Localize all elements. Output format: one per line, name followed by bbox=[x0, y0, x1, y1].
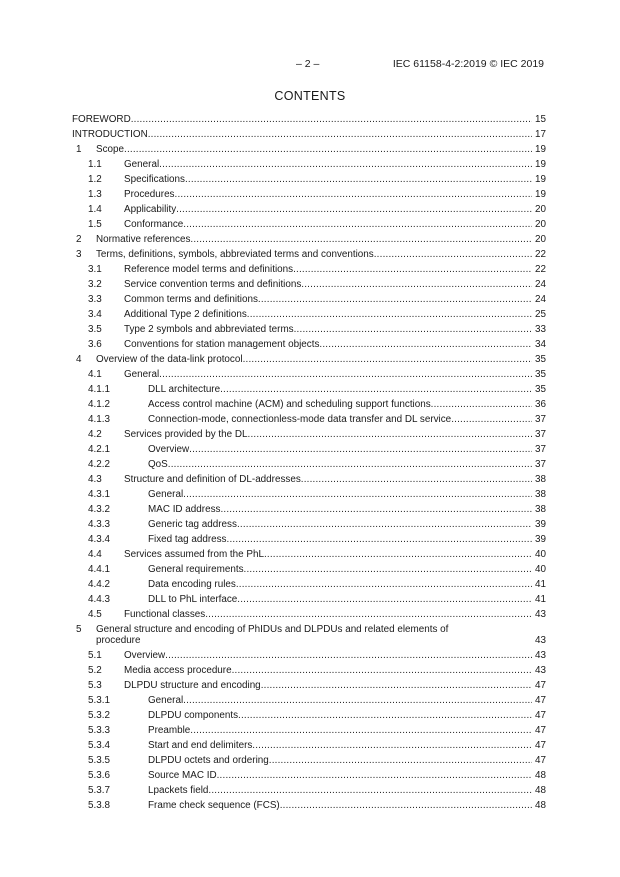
toc-entry[interactable] bbox=[72, 157, 546, 172]
toc-entry-title: Scope bbox=[96, 144, 125, 155]
toc-entry-number: 4.3.1 bbox=[88, 489, 110, 500]
dot-leader bbox=[190, 232, 532, 247]
toc-entry-title: DLPDU components bbox=[148, 710, 239, 721]
dot-leader bbox=[261, 678, 532, 693]
toc-entry-title: Access control machine (ACM) and scheduling support functions bbox=[148, 399, 431, 410]
table-of-contents bbox=[72, 112, 546, 813]
toc-entry-page: 47 bbox=[535, 740, 546, 751]
toc-entry-title: Conventions for station management objects bbox=[124, 339, 320, 350]
toc-entry-title: Data encoding rules bbox=[148, 579, 236, 590]
toc-entry-title: Preamble bbox=[148, 725, 191, 736]
toc-entry[interactable] bbox=[72, 517, 546, 532]
toc-entry-page: 22 bbox=[535, 264, 546, 275]
toc-entry-page: 43 bbox=[535, 635, 546, 646]
toc-entry[interactable] bbox=[72, 382, 546, 397]
toc-entry-number: 4.1.3 bbox=[88, 414, 110, 425]
toc-entry-number: 4.1.2 bbox=[88, 399, 110, 410]
toc-entry[interactable] bbox=[72, 622, 546, 648]
toc-entry-page: 47 bbox=[535, 755, 546, 766]
toc-entry-page: 20 bbox=[535, 219, 546, 230]
toc-entry-page: 40 bbox=[535, 549, 546, 560]
toc-entry-page: 41 bbox=[535, 579, 546, 590]
toc-entry-title: Additional Type 2 definitions bbox=[124, 309, 247, 320]
toc-entry-page: 38 bbox=[535, 489, 546, 500]
toc-entry-page: 43 bbox=[535, 650, 546, 661]
toc-entry-page: 15 bbox=[535, 114, 546, 125]
toc-entry[interactable] bbox=[72, 202, 546, 217]
toc-entry[interactable] bbox=[72, 693, 546, 708]
toc-entry-page: 48 bbox=[535, 770, 546, 781]
toc-entry-number: 4.1.1 bbox=[88, 384, 110, 395]
toc-entry-title: Specifications bbox=[124, 174, 185, 185]
toc-entry-number: 3.1 bbox=[88, 264, 102, 275]
toc-entry[interactable] bbox=[72, 262, 546, 277]
toc-entry-page: 47 bbox=[535, 680, 546, 691]
dot-leader bbox=[237, 592, 532, 607]
toc-entry-number: 1.5 bbox=[88, 219, 102, 230]
toc-entry[interactable] bbox=[72, 487, 546, 502]
toc-entry-title: Common terms and definitions bbox=[124, 294, 258, 305]
toc-entry-number: 5.2 bbox=[88, 665, 102, 676]
dot-leader bbox=[248, 427, 532, 442]
toc-entry[interactable] bbox=[72, 412, 546, 427]
toc-entry-number: 4.3.3 bbox=[88, 519, 110, 530]
toc-entry[interactable] bbox=[72, 337, 546, 352]
toc-entry-title: Structure and definition of DL-addresses bbox=[124, 474, 301, 485]
dot-leader bbox=[183, 217, 532, 232]
toc-entry-page: 22 bbox=[535, 249, 546, 260]
dot-leader bbox=[294, 322, 532, 337]
toc-entry-number: 5.3.1 bbox=[88, 695, 110, 706]
toc-entry-number: 4.3.4 bbox=[88, 534, 110, 545]
toc-entry-title: DLPDU octets and ordering bbox=[148, 755, 269, 766]
toc-entry-title: Type 2 symbols and abbreviated terms bbox=[124, 324, 294, 335]
dot-leader bbox=[190, 723, 532, 738]
toc-entry-number: 4.4.2 bbox=[88, 579, 110, 590]
dot-leader bbox=[159, 157, 532, 172]
toc-entry-page: 34 bbox=[535, 339, 546, 350]
toc-entry-title: Overview bbox=[124, 650, 166, 661]
toc-entry-page: 36 bbox=[535, 399, 546, 410]
toc-entry-title: Service convention terms and definitions bbox=[124, 279, 302, 290]
toc-entry-page: 35 bbox=[535, 354, 546, 365]
toc-entry-page: 20 bbox=[535, 204, 546, 215]
toc-entry-page: 35 bbox=[535, 384, 546, 395]
toc-entry-title: Normative references bbox=[96, 234, 191, 245]
dot-leader bbox=[301, 277, 532, 292]
dot-leader bbox=[301, 472, 532, 487]
dot-leader bbox=[131, 112, 532, 127]
toc-entry[interactable] bbox=[72, 277, 546, 292]
toc-entry-title: Terms, definitions, symbols, abbreviated terms and conventions bbox=[96, 249, 374, 260]
toc-entry[interactable] bbox=[72, 678, 546, 693]
dot-leader bbox=[220, 502, 532, 517]
dot-leader bbox=[227, 532, 533, 547]
toc-entry-number: 3.2 bbox=[88, 279, 102, 290]
toc-entry-number: 4.1 bbox=[88, 369, 102, 380]
toc-entry[interactable] bbox=[72, 502, 546, 517]
toc-entry-title: Connection-mode, connectionless-mode data transfer and DL service bbox=[148, 414, 452, 425]
toc-entry-title: Frame check sequence (FCS) bbox=[148, 800, 280, 811]
toc-entry[interactable] bbox=[72, 723, 546, 738]
dot-leader bbox=[243, 352, 532, 367]
dot-leader bbox=[185, 172, 532, 187]
toc-entry-page: 47 bbox=[535, 710, 546, 721]
toc-entry-page: 43 bbox=[535, 609, 546, 620]
page-number: – 2 – bbox=[296, 58, 320, 70]
toc-entry-number: 4.4.1 bbox=[88, 564, 110, 575]
dot-leader bbox=[236, 577, 532, 592]
toc-entry-title: MAC ID address bbox=[148, 504, 221, 515]
toc-entry-page: 37 bbox=[535, 444, 546, 455]
toc-entry-title-continued: procedure bbox=[96, 635, 141, 646]
toc-entry-number: 5.3.5 bbox=[88, 755, 110, 766]
toc-entry-title: General bbox=[148, 695, 184, 706]
toc-entry-title: QoS bbox=[148, 459, 168, 470]
toc-entry-title: Lpackets field bbox=[148, 785, 209, 796]
toc-entry-number: 2 bbox=[76, 234, 82, 245]
toc-entry-page: 47 bbox=[535, 725, 546, 736]
toc-entry-page: 24 bbox=[535, 294, 546, 305]
toc-entry-number: 4.4.3 bbox=[88, 594, 110, 605]
toc-entry-title: FOREWORD bbox=[72, 114, 131, 125]
toc-entry-title: Reference model terms and definitions bbox=[124, 264, 294, 275]
toc-entry-number: 4.4 bbox=[88, 549, 102, 560]
toc-entry[interactable] bbox=[72, 592, 546, 607]
dot-leader bbox=[159, 367, 532, 382]
toc-entry-title: General bbox=[124, 159, 160, 170]
toc-entry-number: 5 bbox=[76, 624, 82, 635]
toc-entry-number: 1.1 bbox=[88, 159, 102, 170]
toc-entry-page: 38 bbox=[535, 504, 546, 515]
toc-entry[interactable] bbox=[72, 127, 546, 142]
toc-entry-number: 4.3.2 bbox=[88, 504, 110, 515]
toc-entry-title: Source MAC ID bbox=[148, 770, 217, 781]
toc-entry-title: DLPDU structure and encoding bbox=[124, 680, 261, 691]
toc-entry-title: Overview bbox=[148, 444, 190, 455]
toc-entry[interactable] bbox=[72, 307, 546, 322]
dot-leader bbox=[293, 262, 532, 277]
toc-entry[interactable] bbox=[72, 112, 546, 127]
toc-entry-number: 1.4 bbox=[88, 204, 102, 215]
toc-entry-page: 39 bbox=[535, 534, 546, 545]
toc-entry[interactable] bbox=[72, 753, 546, 768]
dot-leader bbox=[220, 382, 532, 397]
toc-entry-title: Functional classes bbox=[124, 609, 206, 620]
toc-entry-number: 1 bbox=[76, 144, 82, 155]
toc-entry-page: 19 bbox=[535, 159, 546, 170]
toc-entry[interactable] bbox=[72, 798, 546, 813]
toc-entry-page: 48 bbox=[535, 785, 546, 796]
toc-entry[interactable] bbox=[72, 352, 546, 367]
dot-leader bbox=[124, 142, 532, 157]
dot-leader bbox=[189, 442, 532, 457]
toc-entry[interactable] bbox=[72, 547, 546, 562]
toc-entry-number: 3 bbox=[76, 249, 82, 260]
toc-entry-number: 1.3 bbox=[88, 189, 102, 200]
toc-entry-title: General requirements bbox=[148, 564, 244, 575]
toc-entry[interactable] bbox=[72, 172, 546, 187]
dot-leader bbox=[244, 562, 532, 577]
toc-entry-number: 4.3 bbox=[88, 474, 102, 485]
toc-entry-page: 37 bbox=[535, 459, 546, 470]
toc-entry-page: 37 bbox=[535, 429, 546, 440]
toc-entry[interactable] bbox=[72, 738, 546, 753]
dot-leader bbox=[208, 783, 532, 798]
toc-entry-title: Generic tag address bbox=[148, 519, 237, 530]
toc-entry-number: 5.1 bbox=[88, 650, 102, 661]
toc-entry-number: 1.2 bbox=[88, 174, 102, 185]
toc-entry-number: 5.3.3 bbox=[88, 725, 110, 736]
toc-entry-number: 4.2.1 bbox=[88, 444, 110, 455]
toc-entry[interactable] bbox=[72, 367, 546, 382]
toc-entry[interactable] bbox=[72, 783, 546, 798]
dot-leader bbox=[183, 487, 532, 502]
dot-leader bbox=[258, 292, 532, 307]
toc-entry-number: 4.2 bbox=[88, 429, 102, 440]
document-id: IEC 61158-4-2:2019 © IEC 2019 bbox=[392, 58, 544, 70]
toc-entry[interactable] bbox=[72, 577, 546, 592]
toc-entry-page: 17 bbox=[535, 129, 546, 140]
toc-entry-page: 41 bbox=[535, 594, 546, 605]
toc-entry[interactable] bbox=[72, 397, 546, 412]
dot-leader bbox=[165, 648, 532, 663]
toc-entry[interactable] bbox=[72, 472, 546, 487]
dot-leader bbox=[205, 607, 532, 622]
toc-entry[interactable] bbox=[72, 607, 546, 622]
toc-entry[interactable] bbox=[72, 663, 546, 678]
toc-entry-title: INTRODUCTION bbox=[72, 129, 148, 140]
toc-entry-page: 38 bbox=[535, 474, 546, 485]
toc-entry-number: 5.3.8 bbox=[88, 800, 110, 811]
dot-leader bbox=[264, 547, 532, 562]
toc-entry-page: 43 bbox=[535, 665, 546, 676]
toc-entry[interactable] bbox=[72, 457, 546, 472]
page-title: CONTENTS bbox=[274, 89, 346, 103]
dot-leader bbox=[148, 127, 532, 142]
toc-entry-page: 39 bbox=[535, 519, 546, 530]
toc-entry-title: Conformance bbox=[124, 219, 184, 230]
toc-entry-number: 4.2.2 bbox=[88, 459, 110, 470]
dot-leader bbox=[232, 663, 532, 678]
toc-entry[interactable] bbox=[72, 532, 546, 547]
toc-entry[interactable] bbox=[72, 187, 546, 202]
toc-entry[interactable] bbox=[72, 322, 546, 337]
toc-entry-page: 24 bbox=[535, 279, 546, 290]
toc-entry-number: 5.3.6 bbox=[88, 770, 110, 781]
toc-entry-page: 25 bbox=[535, 309, 546, 320]
toc-entry-title: General bbox=[124, 369, 160, 380]
dot-leader bbox=[176, 202, 532, 217]
toc-entry-title: Applicability bbox=[124, 204, 177, 215]
toc-entry-number: 3.4 bbox=[88, 309, 102, 320]
toc-entry-title: General structure and encoding of PhIDUs and DLPDUs and related elements of bbox=[96, 624, 449, 635]
toc-entry-number: 3.3 bbox=[88, 294, 102, 305]
toc-entry-title: Services assumed from the PhL bbox=[124, 549, 264, 560]
dot-leader bbox=[451, 412, 532, 427]
dot-leader bbox=[280, 798, 532, 813]
dot-leader bbox=[175, 187, 533, 202]
dot-leader bbox=[374, 247, 532, 262]
dot-leader bbox=[183, 693, 532, 708]
toc-entry-title: Procedures bbox=[124, 189, 175, 200]
dot-leader bbox=[319, 337, 532, 352]
toc-entry-number: 3.6 bbox=[88, 339, 102, 350]
toc-entry-page: 35 bbox=[535, 369, 546, 380]
toc-entry-title: Overview of the data-link protocol bbox=[96, 354, 243, 365]
toc-entry[interactable] bbox=[72, 768, 546, 783]
toc-entry[interactable] bbox=[72, 142, 546, 157]
toc-entry-page: 19 bbox=[535, 174, 546, 185]
dot-leader bbox=[431, 397, 532, 412]
toc-entry-title: Media access procedure bbox=[124, 665, 232, 676]
toc-entry-page: 33 bbox=[535, 324, 546, 335]
toc-entry[interactable] bbox=[72, 708, 546, 723]
toc-entry[interactable] bbox=[72, 427, 546, 442]
toc-entry-number: 4.5 bbox=[88, 609, 102, 620]
toc-entry-title: General bbox=[148, 489, 184, 500]
toc-entry[interactable] bbox=[72, 247, 546, 262]
toc-entry-page: 19 bbox=[535, 144, 546, 155]
dot-leader bbox=[237, 517, 532, 532]
toc-entry-page: 40 bbox=[535, 564, 546, 575]
dot-leader bbox=[238, 708, 532, 723]
toc-entry-number: 5.3.4 bbox=[88, 740, 110, 751]
toc-entry-page: 20 bbox=[535, 234, 546, 245]
toc-entry-page: 48 bbox=[535, 800, 546, 811]
toc-entry-page: 19 bbox=[535, 189, 546, 200]
dot-leader bbox=[247, 307, 532, 322]
toc-entry-page: 37 bbox=[535, 414, 546, 425]
toc-entry[interactable] bbox=[72, 292, 546, 307]
dot-leader bbox=[252, 738, 532, 753]
toc-entry[interactable] bbox=[72, 562, 546, 577]
toc-entry[interactable] bbox=[72, 217, 546, 232]
toc-entry-page: 47 bbox=[535, 695, 546, 706]
toc-entry[interactable] bbox=[72, 442, 546, 457]
toc-entry-number: 5.3.2 bbox=[88, 710, 110, 721]
dot-leader bbox=[168, 457, 532, 472]
toc-entry-title: Start and end delimiters bbox=[148, 740, 253, 751]
toc-entry-number: 5.3.7 bbox=[88, 785, 110, 796]
toc-entry-number: 5.3 bbox=[88, 680, 102, 691]
dot-leader bbox=[269, 753, 532, 768]
toc-entry[interactable] bbox=[72, 232, 546, 247]
dot-leader bbox=[217, 768, 532, 783]
toc-entry[interactable] bbox=[72, 648, 546, 663]
toc-entry-title: DLL architecture bbox=[148, 384, 221, 395]
toc-entry-number: 3.5 bbox=[88, 324, 102, 335]
toc-entry-number: 4 bbox=[76, 354, 82, 365]
toc-entry-title: Fixed tag address bbox=[148, 534, 227, 545]
toc-entry-title: DLL to PhL interface bbox=[148, 594, 238, 605]
toc-entry-title: Services provided by the DL bbox=[124, 429, 248, 440]
